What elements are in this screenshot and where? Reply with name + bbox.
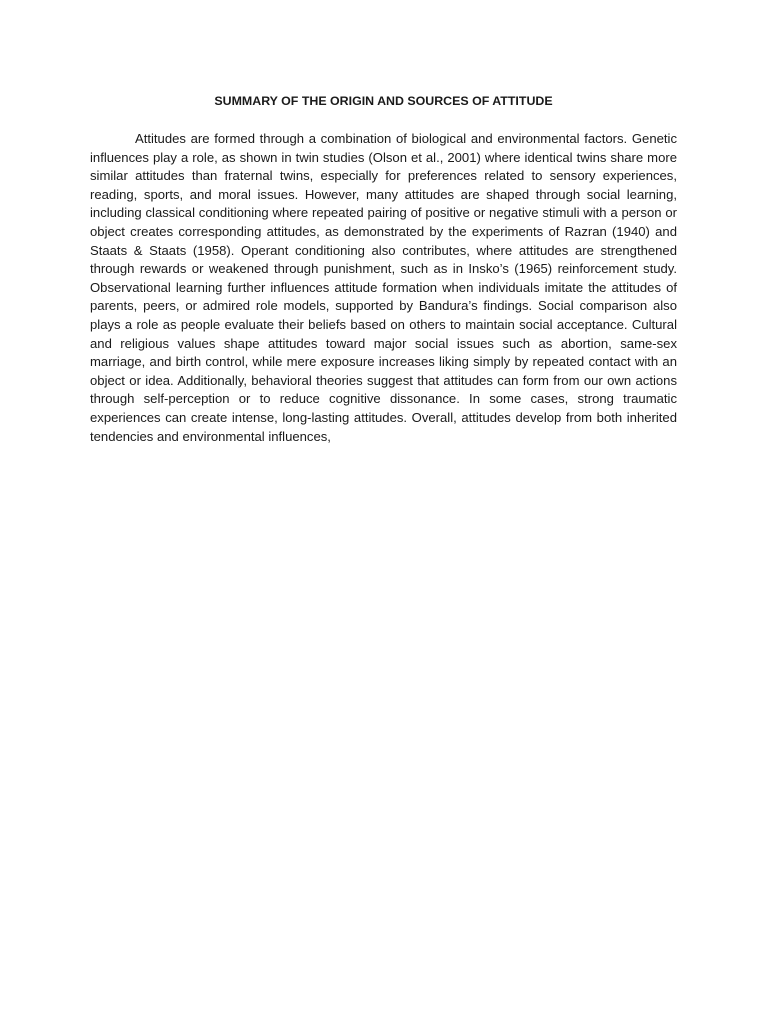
body-paragraph: Attitudes are formed through a combination of biological and environmental factors. Genetic influences play a role, as shown in twin studies (Olson et al., 2001) where identical twins share more similar attitudes than fraternal twins, especially for preferences related to sensory experiences, reading, sports, and moral issues. However, many attitudes are shaped through social learning, including classical conditioning where repeated pairing of positive or negative stimuli with a person or object creates corresponding attitudes, as demonstrated by the experiments of Razran (1940) and Staats & Staats (1958). Operant conditioning also contributes, where attitudes are strengthened through rewards or weakened through punishment, such as in Insko’s (1965) reinforcement study. Observational learning further influences attitude formation when individuals imitate the attitudes of parents, peers, or admired role models, supported by Bandura’s findings. Social comparison also plays a role as people evaluate their beliefs based on others to maintain social acceptance. Cultural and religious values shape attitudes toward major social issues such as abortion, same-sex marriage, and birth control, while mere exposure increases liking simply by repeated contact with an object or idea. Additionally, behavioral theories suggest that attitudes can form from our own actions through self-perception or to reduce cognitive dissonance. In some cases, strong traumatic experiences can create intense, long-lasting attitudes. Overall, attitudes develop from both inherited tendencies and environmental influences, — [90, 131, 677, 444]
document-title: SUMMARY OF THE ORIGIN AND SOURCES OF ATTITUDE — [214, 94, 553, 108]
